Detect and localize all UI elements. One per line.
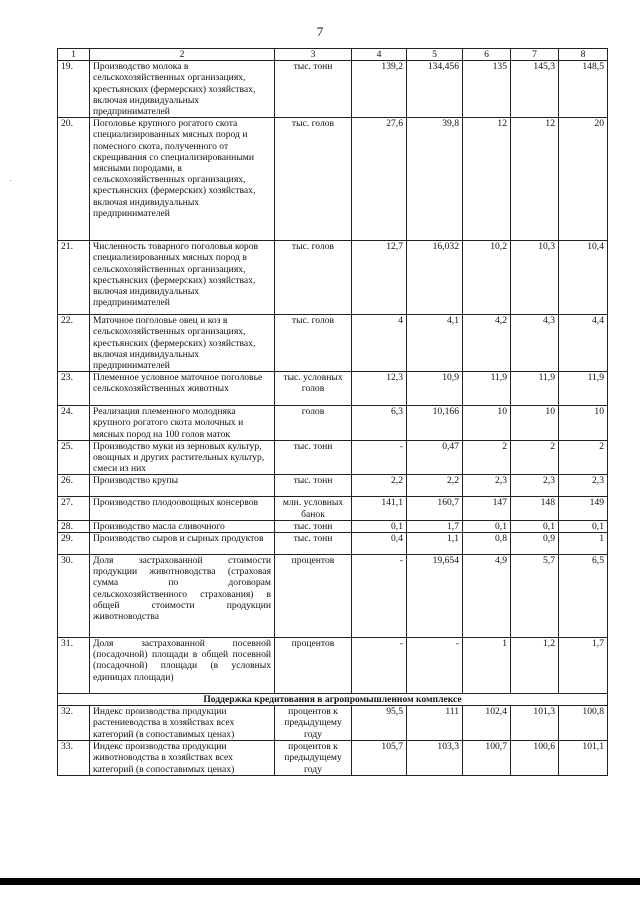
row-number: 30. xyxy=(58,555,90,638)
column-number: 8 xyxy=(559,49,608,61)
value-col-5: 2,2 xyxy=(407,475,463,497)
value-col-6: 2 xyxy=(463,440,511,475)
value-col-8: 4,4 xyxy=(559,315,608,372)
value-col-4: 4 xyxy=(352,315,407,372)
footer-bar xyxy=(0,878,640,885)
row-number: 21. xyxy=(58,241,90,315)
table-row xyxy=(58,372,608,406)
unit-cell: тыс. тонн xyxy=(275,61,352,118)
indicator-name: Производство молока в сельскохозяйственных организациях, крестьянских (фермерских) хозяйствах, включая индивидуальных предпринимателей xyxy=(90,61,275,118)
value-col-8: 0,1 xyxy=(559,520,608,532)
value-col-7: 11,9 xyxy=(511,372,559,406)
row-number: 33. xyxy=(58,741,90,776)
value-col-5: 1,7 xyxy=(407,520,463,532)
value-col-7: 10 xyxy=(511,406,559,441)
indicator-name: Производство муки из зерновых культур, овощных и других растительных культур, смеси из них xyxy=(90,440,275,475)
value-col-6: 4,9 xyxy=(463,555,511,638)
table-row xyxy=(58,475,608,497)
table-row xyxy=(58,118,608,241)
row-number: 32. xyxy=(58,706,90,741)
value-col-7: 145,3 xyxy=(511,61,559,118)
row-number: 19. xyxy=(58,61,90,118)
unit-cell: тыс. условных голов xyxy=(275,372,352,406)
value-col-7: 0,1 xyxy=(511,520,559,532)
unit-cell: процентов к предыдущему году xyxy=(275,706,352,741)
value-col-5: 134,456 xyxy=(407,61,463,118)
unit-cell: тыс. голов xyxy=(275,241,352,315)
value-col-4: 27,6 xyxy=(352,118,407,241)
column-number: 5 xyxy=(407,49,463,61)
value-col-6: 2,3 xyxy=(463,475,511,497)
unit-cell: тыс. тонн xyxy=(275,475,352,497)
value-col-4: 0,4 xyxy=(352,533,407,555)
unit-cell: млн. условных банок xyxy=(275,497,352,520)
value-col-8: 20 xyxy=(559,118,608,241)
value-col-7: 4,3 xyxy=(511,315,559,372)
unit-cell: процентов к предыдущему году xyxy=(275,741,352,776)
indicators-table xyxy=(57,48,608,776)
section-row xyxy=(58,694,608,706)
unit-cell: тыс. тонн xyxy=(275,533,352,555)
value-col-6: 135 xyxy=(463,61,511,118)
value-col-5: 0,47 xyxy=(407,440,463,475)
value-col-8: 10 xyxy=(559,406,608,441)
value-col-5: 39,8 xyxy=(407,118,463,241)
section-title: Поддержка кредитования в агропромышленном комплексе xyxy=(58,694,608,706)
value-col-8: 6,5 xyxy=(559,555,608,638)
value-col-6: 12 xyxy=(463,118,511,241)
value-col-8: 2 xyxy=(559,440,608,475)
value-col-7: 10,3 xyxy=(511,241,559,315)
unit-cell: тыс. голов xyxy=(275,118,352,241)
table-row xyxy=(58,555,608,638)
value-col-4: 139,2 xyxy=(352,61,407,118)
column-number: 2 xyxy=(90,49,275,61)
indicator-name: Индекс производства продукции растениеводства в хозяйствах всех категорий (в сопоставимых ценах) xyxy=(90,706,275,741)
value-col-5: 19,654 xyxy=(407,555,463,638)
value-col-7: 12 xyxy=(511,118,559,241)
value-col-4: 6,3 xyxy=(352,406,407,441)
table-row xyxy=(58,533,608,555)
column-number: 7 xyxy=(511,49,559,61)
value-col-4: 105,7 xyxy=(352,741,407,776)
value-col-6: 4,2 xyxy=(463,315,511,372)
indicator-name: Племенное условное маточное поголовье сельскохозяйственных животных xyxy=(90,372,275,406)
row-number: 26. xyxy=(58,475,90,497)
value-col-6: 0,8 xyxy=(463,533,511,555)
value-col-4: - xyxy=(352,440,407,475)
column-number: 6 xyxy=(463,49,511,61)
value-col-7: 148 xyxy=(511,497,559,520)
value-col-4: 141,1 xyxy=(352,497,407,520)
value-col-5: 10,166 xyxy=(407,406,463,441)
value-col-5: 4,1 xyxy=(407,315,463,372)
indicator-name: Производство крупы xyxy=(90,475,275,497)
row-number: 31. xyxy=(58,638,90,694)
column-number: 3 xyxy=(275,49,352,61)
value-col-4: 2,2 xyxy=(352,475,407,497)
indicator-name: Производство масла сливочного xyxy=(90,520,275,532)
value-col-8: 1 xyxy=(559,533,608,555)
value-col-7: 2 xyxy=(511,440,559,475)
indicator-name: Доля застрахованной посевной (посадочной) площади в общей посевной (посадочной) площади (в условных единицах площади) xyxy=(90,638,275,694)
value-col-7: 101,3 xyxy=(511,706,559,741)
value-col-6: 102,4 xyxy=(463,706,511,741)
table-row xyxy=(58,241,608,315)
unit-cell: голов xyxy=(275,406,352,441)
value-col-6: 100,7 xyxy=(463,741,511,776)
row-number: 24. xyxy=(58,406,90,441)
unit-cell: процентов xyxy=(275,638,352,694)
table-row xyxy=(58,706,608,741)
table-row xyxy=(58,638,608,694)
value-col-7: 100,6 xyxy=(511,741,559,776)
value-col-4: - xyxy=(352,555,407,638)
indicator-name: Индекс производства продукции животноводства в хозяйствах всех категорий (в сопоставимых ценах) xyxy=(90,741,275,776)
row-number: 29. xyxy=(58,533,90,555)
table-row xyxy=(58,497,608,520)
value-col-7: 1,2 xyxy=(511,638,559,694)
value-col-5: 10,9 xyxy=(407,372,463,406)
value-col-8: 11,9 xyxy=(559,372,608,406)
value-col-7: 0,9 xyxy=(511,533,559,555)
value-col-8: 10,4 xyxy=(559,241,608,315)
unit-cell: тыс. голов xyxy=(275,315,352,372)
value-col-4: 0,1 xyxy=(352,520,407,532)
row-number: 20. xyxy=(58,118,90,241)
value-col-5: 160,7 xyxy=(407,497,463,520)
value-col-5: 16,032 xyxy=(407,241,463,315)
row-number: 25. xyxy=(58,440,90,475)
value-col-6: 11,9 xyxy=(463,372,511,406)
value-col-6: 10 xyxy=(463,406,511,441)
indicator-name: Численность товарного поголовья коров специализированных мясных пород в сельскохозяйственных организациях, крестьянских (фермерских) хозяйствах, включая индивидуальных предпринимателей xyxy=(90,241,275,315)
value-col-8: 101,1 xyxy=(559,741,608,776)
value-col-6: 147 xyxy=(463,497,511,520)
indicator-name: Производство плодоовощных консервов xyxy=(90,497,275,520)
value-col-8: 1,7 xyxy=(559,638,608,694)
table-row xyxy=(58,315,608,372)
value-col-8: 100,8 xyxy=(559,706,608,741)
table-row xyxy=(58,406,608,441)
value-col-5: - xyxy=(407,638,463,694)
indicator-name: Доля застрахованной стоимости продукции животноводства (страховая сумма по договорам сельскохозяйственного страхования) в общей стоимости продукции животноводства xyxy=(90,555,275,638)
value-col-5: 103,3 xyxy=(407,741,463,776)
value-col-4: 95,5 xyxy=(352,706,407,741)
unit-cell: тыс. тонн xyxy=(275,440,352,475)
page-number: 7 xyxy=(316,24,324,39)
row-number: 27. xyxy=(58,497,90,520)
value-col-4: - xyxy=(352,638,407,694)
value-col-6: 10,2 xyxy=(463,241,511,315)
value-col-6: 0,1 xyxy=(463,520,511,532)
row-number: 28. xyxy=(58,520,90,532)
unit-cell: тыс. тонн xyxy=(275,520,352,532)
table-row xyxy=(58,520,608,532)
value-col-4: 12,7 xyxy=(352,241,407,315)
column-number: 4 xyxy=(352,49,407,61)
scan-artifact xyxy=(10,180,11,181)
indicator-name: Поголовье крупного рогатого скота специализированных мясных пород и помесного скота, полученного от скрещивания со специализированными мясными породами, в сельскохозяйственных организациях, крестьянских (фермерских) хозяйствах, включая индивидуальных предпринимателей xyxy=(90,118,275,241)
value-col-8: 148,5 xyxy=(559,61,608,118)
row-number: 22. xyxy=(58,315,90,372)
indicator-name: Производство сыров и сырных продуктов xyxy=(90,533,275,555)
value-col-6: 1 xyxy=(463,638,511,694)
unit-cell: процентов xyxy=(275,555,352,638)
value-col-7: 5,7 xyxy=(511,555,559,638)
value-col-5: 1,1 xyxy=(407,533,463,555)
row-number: 23. xyxy=(58,372,90,406)
table-row xyxy=(58,440,608,475)
column-number-row xyxy=(58,49,608,61)
value-col-7: 2,3 xyxy=(511,475,559,497)
table-row xyxy=(58,61,608,118)
value-col-4: 12,3 xyxy=(352,372,407,406)
indicator-name: Маточное поголовье овец и коз в сельскохозяйственных организациях, крестьянских (фермерских) хозяйствах, включая индивидуальных предпринимателей xyxy=(90,315,275,372)
value-col-8: 149 xyxy=(559,497,608,520)
value-col-8: 2,3 xyxy=(559,475,608,497)
indicator-name: Реализация племенного молодняка крупного рогатого скота молочных и мясных пород на 100 голов маток xyxy=(90,406,275,441)
column-number: 1 xyxy=(58,49,90,61)
value-col-5: 111 xyxy=(407,706,463,741)
table-row xyxy=(58,741,608,776)
